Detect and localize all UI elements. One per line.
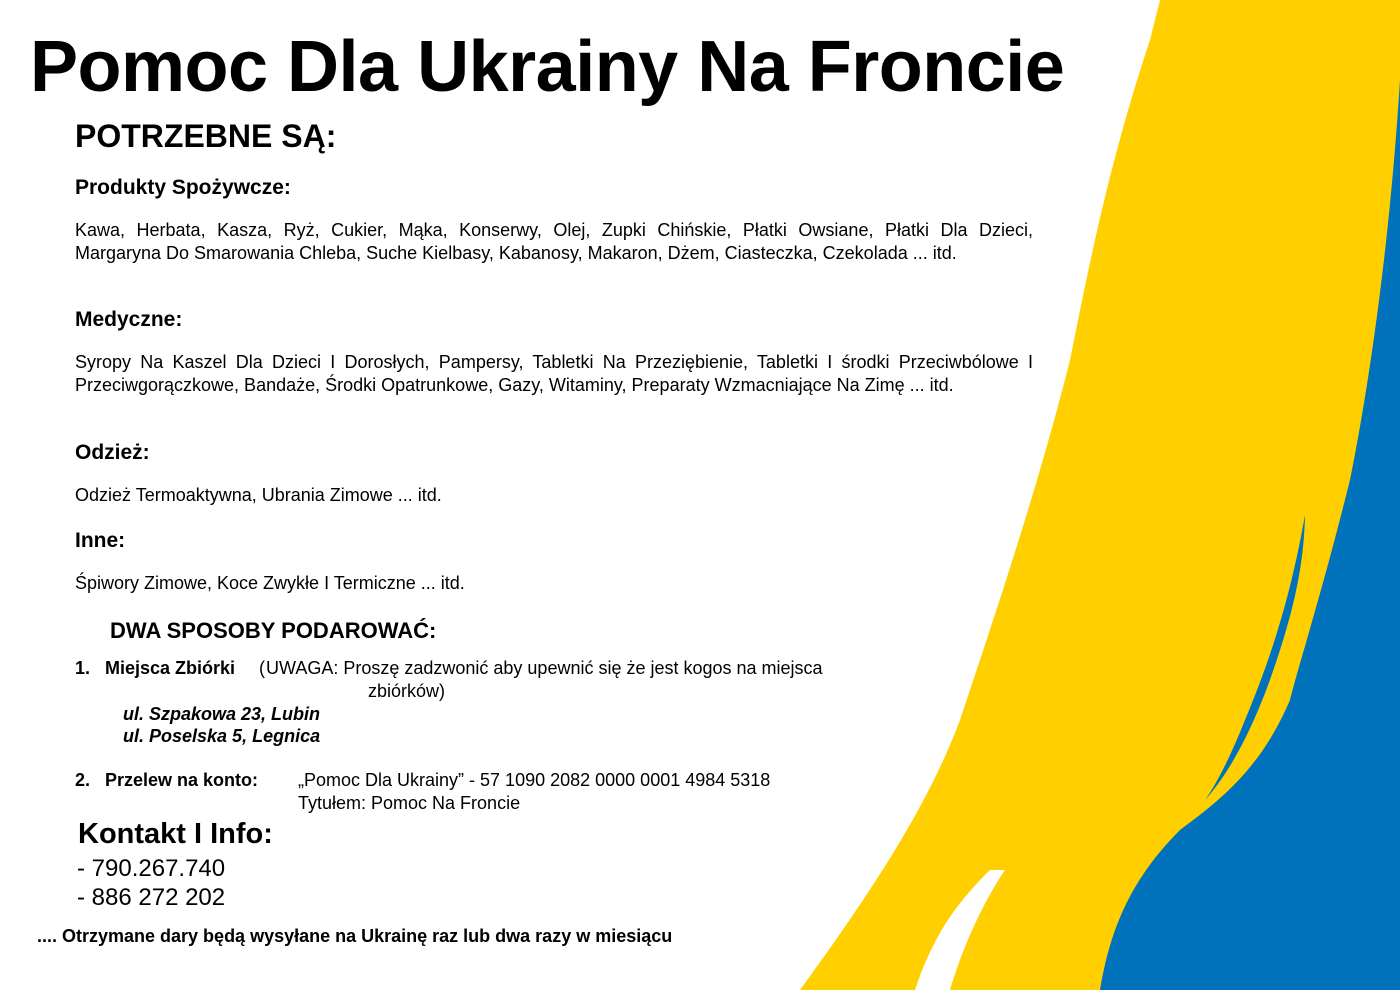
category-text-medical: Syropy Na Kaszel Dla Dzieci I Dorosłych, Pampersy, Tabletki Na Przeziębienie, Tabletki I środki Przeciwbólowe I Przeciwgorączkowe, Bandaże, Środki Opatrunkowe, Gazy, Witaminy, Preparaty Wzmacniające Na Zimę ... itd. — [75, 352, 1033, 395]
transfer-title-line: Tytułem: Pomoc Na Froncie — [298, 793, 521, 813]
category-heading-medical: Medyczne: — [75, 308, 183, 331]
way-1-label: Miejsca Zbiórki — [105, 658, 236, 678]
way-2-number: 2. — [75, 770, 91, 790]
category-text-food: Kawa, Herbata, Kasza, Ryż, Cukier, Mąka, Konserwy, Olej, Zupki Chińskie, Płatki Owsiane, Płatki Dla Dzieci, Margaryna Do Smarowania Chleba, Suche Kielbasy, Kabanosy, Makaron, Dżem, Ciasteczka, Czekolada ... itd. — [75, 220, 1033, 263]
category-text-clothing: Odzież Termoaktywna, Ubrania Zimowe ... itd. — [75, 485, 442, 505]
collection-address-legnica: ul. Poselska 5, Legnica — [123, 726, 321, 746]
contact-phone-2: - 886 272 202 — [77, 884, 226, 911]
way-1-note-open: ( — [259, 658, 265, 678]
category-heading-clothing: Odzież: — [75, 441, 150, 464]
page-title: Pomoc Dla Ukrainy Na Froncie — [30, 27, 1065, 107]
needed-heading: POTRZEBNE SĄ: — [75, 118, 337, 154]
way-1-number: 1. — [75, 658, 91, 678]
category-heading-food: Produkty Spożywcze: — [75, 176, 291, 199]
way-1-note-line2: zbiórków) — [368, 681, 446, 701]
contact-heading: Kontakt I Info: — [78, 818, 273, 850]
way-2-label: Przelew na konto: — [105, 770, 259, 790]
footer-note: .... Otrzymane dary będą wysyłane na Ukrainę raz lub dwa razy w miesiącu — [37, 926, 673, 946]
ways-heading: DWA SPOSOBY PODAROWAĆ: — [110, 618, 437, 643]
bank-account-line: „Pomoc Dla Ukrainy” - 57 1090 2082 0000 0001 4984 5318 — [298, 770, 771, 790]
way-1-note-line1: UWAGA: Proszę zadzwonić aby upewnić się że jest kogos na miejsca — [266, 658, 823, 678]
category-heading-other: Inne: — [75, 529, 126, 552]
collection-address-lubin: ul. Szpakowa 23, Lubin — [123, 704, 321, 724]
category-text-other: Śpiwory Zimowe, Koce Zwykłe I Termiczne ... itd. — [75, 573, 465, 593]
contact-phone-1: - 790.267.740 — [77, 855, 226, 882]
